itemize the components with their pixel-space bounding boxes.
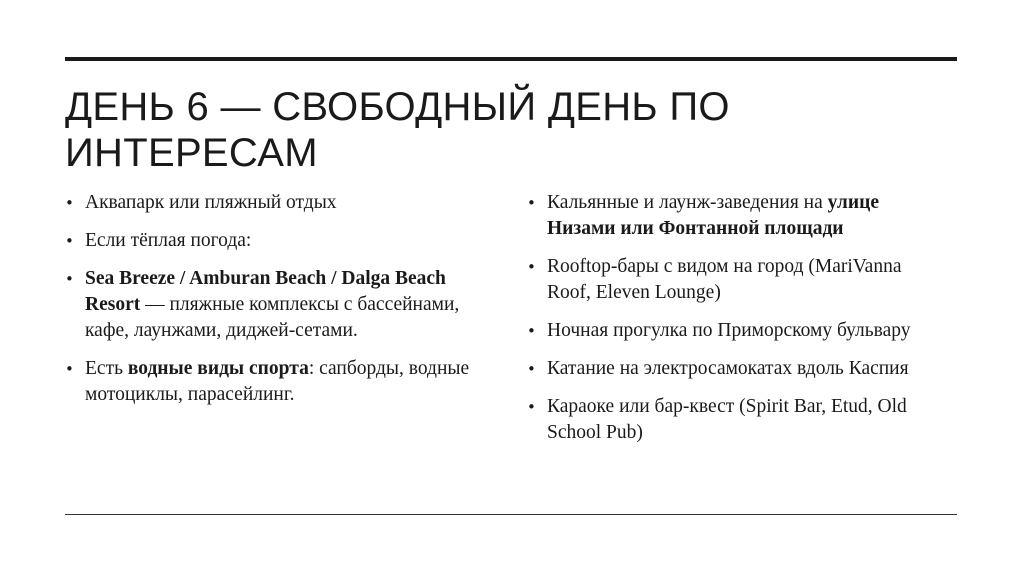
bullet-icon: • [527, 360, 536, 378]
item-text: Если тёплая погода: [85, 230, 252, 251]
list-item-water-sports [65, 356, 475, 408]
item-text: Rooftop-бары с видом на город (MariVanna Roof, Eleven Lounge) [547, 256, 902, 303]
item-text-bold: улице Низами или Фонтанной площади [547, 192, 879, 239]
list-item-rooftop-bars [527, 254, 947, 306]
item-text: Аквапарк или пляжный отдых [85, 192, 337, 213]
bullet-icon: • [527, 398, 536, 416]
right-bullet-list [527, 190, 947, 458]
bullet-icon: • [65, 270, 74, 288]
item-text-bold: Sea Breeze / Amburan Beach / Dalga Beach Resort [85, 268, 446, 315]
list-item-karaoke [527, 394, 947, 446]
bullet-icon: • [527, 258, 536, 276]
item-text-prefix: Есть [85, 358, 128, 379]
item-text: Ночная прогулка по Приморскому бульвару [547, 320, 911, 341]
title-line-2: ИНТЕРЕСАМ [65, 131, 318, 175]
bullet-icon: • [65, 360, 74, 378]
slide-title [65, 84, 945, 176]
item-text-bold: водные виды спорта [127, 358, 309, 379]
bottom-divider [65, 514, 957, 515]
item-text: Катание на электросамокатах вдоль Каспия [547, 358, 909, 379]
list-item-hookah-lounges [527, 190, 947, 242]
item-text-prefix: Кальянные и лаунж-заведения на [547, 192, 828, 213]
title-line-1: ДЕНЬ 6 — СВОБОДНЫЙ ДЕНЬ ПО [65, 85, 730, 129]
list-item-warm-weather [65, 228, 475, 254]
item-text: — пляжные комплексы с бассейнами, кафе, лаунжами, диджей-сетами. [85, 294, 460, 341]
bullet-icon: • [527, 194, 536, 212]
list-item-aquapark [65, 190, 475, 216]
top-divider [65, 57, 957, 61]
list-item-night-walk [527, 318, 947, 344]
bullet-icon: • [65, 194, 74, 212]
left-bullet-list [65, 190, 475, 420]
item-text: : сапборды, водные мотоциклы, парасейлинг. [85, 358, 470, 405]
bullet-icon: • [527, 322, 536, 340]
list-item-beach-resorts [65, 266, 475, 344]
bullet-icon: • [65, 232, 74, 250]
item-text: Караоке или бар-квест (Spirit Bar, Etud, Old School Pub) [547, 396, 907, 443]
list-item-scooters [527, 356, 947, 382]
